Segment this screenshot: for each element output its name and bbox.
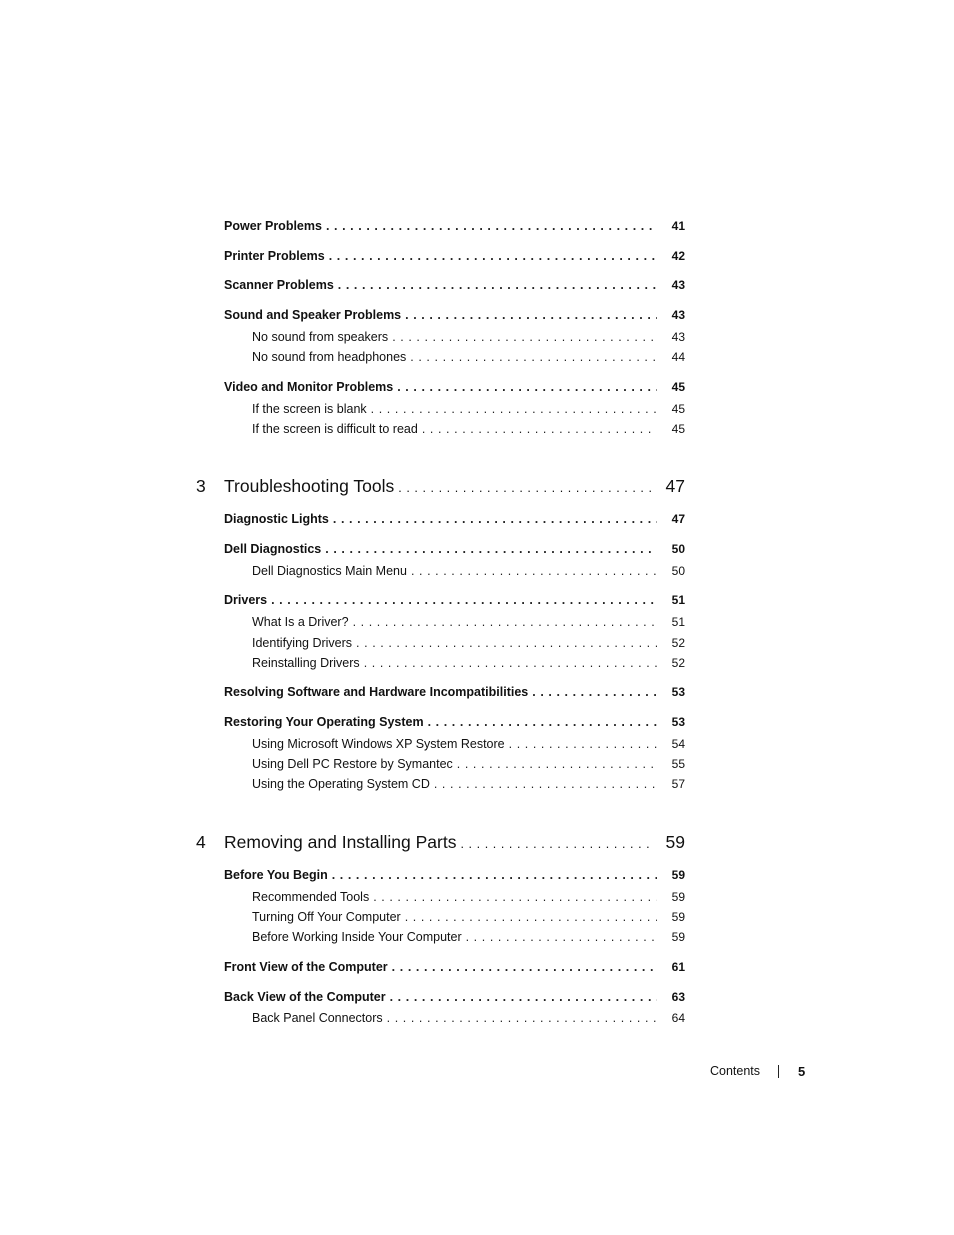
dot-leader xyxy=(329,249,657,263)
toc-entry-page: 44 xyxy=(671,350,685,364)
toc-entry[interactable] xyxy=(224,219,685,239)
toc-entry-title: No sound from speakers xyxy=(252,330,389,344)
toc-entry-title: Turning Off Your Computer xyxy=(252,910,401,924)
chapter-number: 3 xyxy=(196,476,206,496)
dot-leader xyxy=(364,656,657,670)
toc-entry-title: Restoring Your Operating System xyxy=(224,715,424,729)
dot-leader xyxy=(466,930,657,944)
toc-entry-title: Using Microsoft Windows XP System Restore xyxy=(252,737,505,751)
dot-leader xyxy=(428,715,657,729)
toc-entry-title: Recommended Tools xyxy=(252,890,370,904)
toc-entry[interactable] xyxy=(224,308,685,328)
toc-chapter[interactable] xyxy=(196,832,685,858)
toc-subentry[interactable] xyxy=(252,737,685,757)
chapter-page: 59 xyxy=(665,832,685,852)
toc-chapter[interactable] xyxy=(196,476,685,502)
toc-entry[interactable] xyxy=(224,380,685,400)
dot-leader xyxy=(392,330,657,344)
dot-leader xyxy=(390,990,657,1004)
toc-entry-page: 43 xyxy=(671,278,685,292)
toc-entry[interactable] xyxy=(224,542,685,562)
chapter-number: 4 xyxy=(196,832,206,852)
toc-subentry[interactable] xyxy=(252,615,685,635)
footer-separator xyxy=(778,1065,779,1078)
toc-subentry[interactable] xyxy=(252,1011,685,1031)
dot-leader xyxy=(392,960,657,974)
toc-entry-page: 50 xyxy=(671,564,685,578)
toc-entry-page: 61 xyxy=(671,960,685,974)
dot-leader xyxy=(405,308,657,322)
toc-subentry[interactable] xyxy=(252,402,685,422)
toc-entry[interactable] xyxy=(224,593,685,613)
toc-entry-page: 51 xyxy=(671,593,685,607)
toc-entry-title: Front View of the Computer xyxy=(224,960,388,974)
toc-entry-title: Dell Diagnostics xyxy=(224,542,322,556)
toc-entry-page: 64 xyxy=(671,1011,685,1025)
toc-entry-title: If the screen is difficult to read xyxy=(252,422,418,436)
toc-entry[interactable] xyxy=(224,512,685,532)
toc-entry-title: Dell Diagnostics Main Menu xyxy=(252,564,407,578)
toc-entry-page: 47 xyxy=(671,512,685,526)
dot-leader xyxy=(338,278,657,292)
toc-subentry[interactable] xyxy=(252,910,685,930)
toc-entry-page: 59 xyxy=(671,868,685,882)
toc-entry-title: Resolving Software and Hardware Incompatibilities xyxy=(224,685,529,699)
toc-entry-title: Drivers xyxy=(224,593,268,607)
toc-entry-page: 45 xyxy=(671,402,685,416)
dot-leader xyxy=(411,564,657,578)
chapter-title: Removing and Installing Parts xyxy=(224,832,457,852)
toc-entry-title: Scanner Problems xyxy=(224,278,334,292)
toc-entry-title: Reinstalling Drivers xyxy=(252,656,360,670)
toc-entry-page: 52 xyxy=(671,636,685,650)
chapter-page: 47 xyxy=(665,476,685,496)
page-footer xyxy=(700,1061,810,1081)
toc-entry-title: Back Panel Connectors xyxy=(252,1011,383,1025)
toc-entry[interactable] xyxy=(224,278,685,298)
dot-leader xyxy=(410,350,657,364)
dot-leader xyxy=(398,481,655,495)
toc-entry-title: Diagnostic Lights xyxy=(224,512,329,526)
toc-entry-page: 43 xyxy=(671,308,685,322)
toc-subentry[interactable] xyxy=(252,656,685,676)
toc-entry-title: Sound and Speaker Problems xyxy=(224,308,402,322)
toc-entry-page: 57 xyxy=(671,777,685,791)
footer-label: Contents xyxy=(710,1064,761,1078)
dot-leader xyxy=(397,380,657,394)
toc-subentry[interactable] xyxy=(252,930,685,950)
toc-entry-title: Using the Operating System CD xyxy=(252,777,430,791)
dot-leader xyxy=(271,593,657,607)
toc-subentry[interactable] xyxy=(252,777,685,797)
dot-leader xyxy=(457,757,657,771)
toc-entry-page: 51 xyxy=(671,615,685,629)
dot-leader xyxy=(333,512,657,526)
toc-entry-page: 45 xyxy=(671,380,685,394)
dot-leader xyxy=(332,868,657,882)
toc-entry-page: 50 xyxy=(671,542,685,556)
toc-entry-page: 55 xyxy=(671,757,685,771)
dot-leader xyxy=(356,636,657,650)
toc-entry-title: Printer Problems xyxy=(224,249,325,263)
dot-leader xyxy=(325,542,657,556)
toc-entry-page: 41 xyxy=(671,219,685,233)
toc-entry[interactable] xyxy=(224,715,685,735)
toc-entry-page: 43 xyxy=(671,330,685,344)
dot-leader xyxy=(460,837,655,851)
toc-entry-title: Video and Monitor Problems xyxy=(224,380,394,394)
toc-subentry[interactable] xyxy=(252,757,685,777)
toc-entry-page: 59 xyxy=(671,930,685,944)
dot-leader xyxy=(326,219,657,233)
toc-subentry[interactable] xyxy=(252,564,685,584)
dot-leader xyxy=(434,777,657,791)
toc-entry-page: 53 xyxy=(671,715,685,729)
dot-leader xyxy=(373,890,657,904)
toc-entry-title: Using Dell PC Restore by Symantec xyxy=(252,757,453,771)
toc-entry[interactable] xyxy=(224,685,685,705)
dot-leader xyxy=(532,685,657,699)
dot-leader xyxy=(387,1011,657,1025)
toc-entry[interactable] xyxy=(224,249,685,269)
toc-entry-page: 63 xyxy=(671,990,685,1004)
page-number: 5 xyxy=(798,1063,806,1079)
toc-entry-title: No sound from headphones xyxy=(252,350,407,364)
toc-entry-title: Before You Begin xyxy=(224,868,328,882)
toc-entry-page: 59 xyxy=(671,890,685,904)
toc-subentry[interactable] xyxy=(252,330,685,350)
toc-entry-title: If the screen is blank xyxy=(252,402,367,416)
toc-entry-title: What Is a Driver? xyxy=(252,615,349,629)
toc-entry-title: Back View of the Computer xyxy=(224,990,386,1004)
toc-subentry[interactable] xyxy=(252,350,685,370)
toc-entry-page: 42 xyxy=(671,249,685,263)
dot-leader xyxy=(371,402,657,416)
toc-entry-title: Identifying Drivers xyxy=(252,636,353,650)
chapter-title: Troubleshooting Tools xyxy=(224,476,395,496)
dot-leader xyxy=(509,737,657,751)
toc-entry-page: 53 xyxy=(671,685,685,699)
toc-subentry[interactable] xyxy=(252,890,685,910)
toc-subentry[interactable] xyxy=(252,636,685,656)
dot-leader xyxy=(405,910,657,924)
toc-subentry[interactable] xyxy=(252,422,685,442)
dot-leader xyxy=(353,615,657,629)
toc-entry-page: 59 xyxy=(671,910,685,924)
toc-entry-page: 52 xyxy=(671,656,685,670)
toc-entry[interactable] xyxy=(224,990,685,1010)
toc-entry-page: 54 xyxy=(671,737,685,751)
toc-entry[interactable] xyxy=(224,960,685,980)
toc-entry-title: Before Working Inside Your Computer xyxy=(252,930,462,944)
toc-entry-page: 45 xyxy=(671,422,685,436)
dot-leader xyxy=(422,422,657,436)
toc-entry-title: Power Problems xyxy=(224,219,322,233)
toc-entry[interactable] xyxy=(224,868,685,888)
